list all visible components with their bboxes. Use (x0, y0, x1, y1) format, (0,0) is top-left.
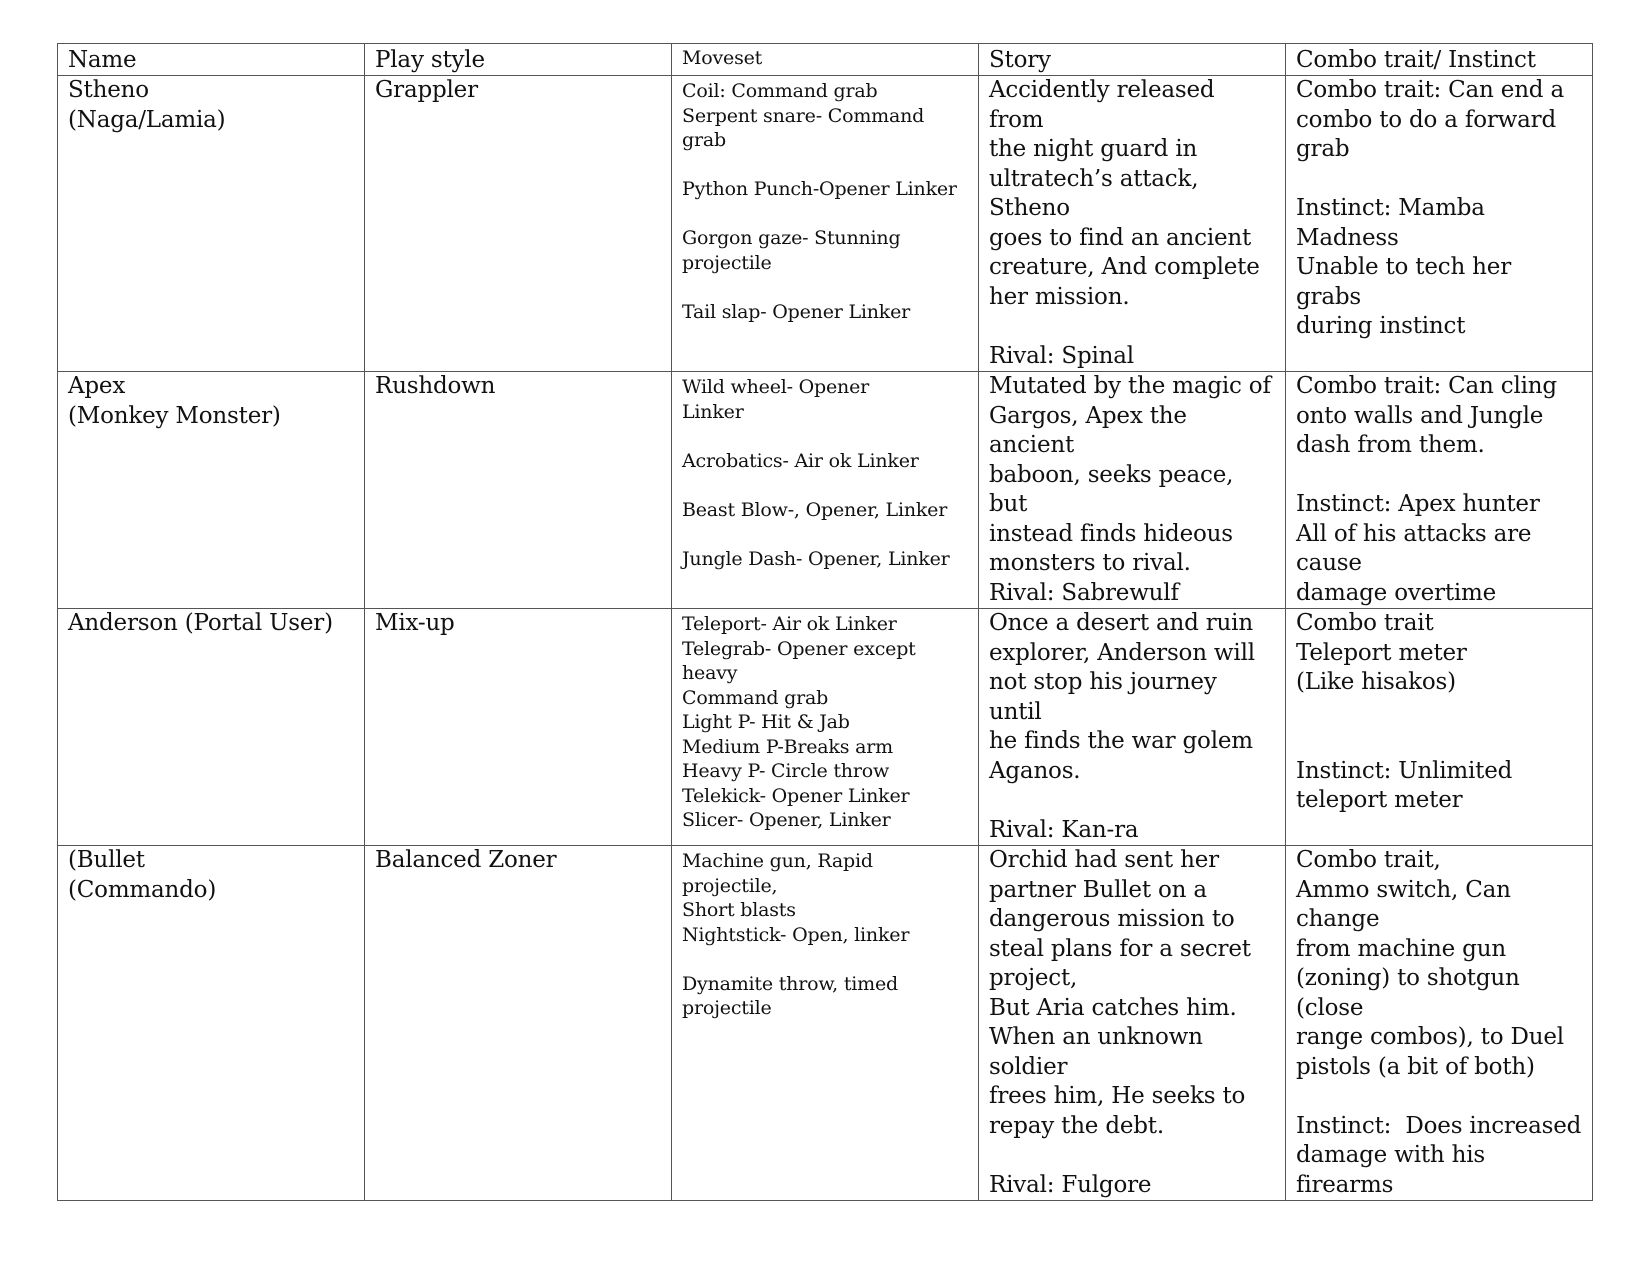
cell-line (989, 1141, 1275, 1171)
cell-line: Rival: Kan-ra (989, 816, 1139, 843)
cell-line: Aganos. (989, 757, 1081, 784)
cell-line: (zoning) to shotgun (close (1296, 965, 1527, 1021)
cell-line: But Aria catches him. (989, 994, 1237, 1021)
cell-line: project, (989, 965, 1078, 991)
cell-line: he finds the war golem (989, 728, 1253, 754)
cell-line: Orchid had sent her (989, 847, 1219, 873)
cell-line: grab (1296, 136, 1350, 162)
cell-line: Machine gun, Rapid projectile, (682, 850, 879, 897)
character-table (57, 43, 1593, 1201)
header-story: Story (979, 44, 1286, 76)
cell-line: frees him, He seeks to (989, 1083, 1246, 1109)
cell-line: Mutated by the magic of (989, 373, 1271, 399)
cell-moveset (672, 372, 979, 609)
cell-line (682, 424, 968, 449)
cell-line (1296, 1082, 1582, 1112)
cell-line: (Naga/Lamia) (68, 106, 226, 133)
cell-line: damage with his firearms (1296, 1142, 1493, 1198)
cell-story (979, 372, 1286, 609)
cell-line: Medium P-Breaks arm (682, 735, 893, 758)
cell-play-style: Balanced Zoner (365, 846, 672, 1201)
cell-line: Instinct: Does increased (1296, 1112, 1582, 1139)
cell-story (979, 76, 1286, 372)
cell-line (682, 473, 968, 498)
cell-line: Coil: Command grab (682, 80, 878, 102)
cell-line (682, 202, 968, 227)
cell-line: Anderson (Portal User) (68, 610, 333, 636)
cell-line: Accidently released from (989, 77, 1222, 133)
cell-line: Combo trait: Can cling (1296, 373, 1557, 399)
cell-line: Light P- Hit & Jab (682, 711, 850, 733)
header-moveset: Moveset (672, 44, 979, 76)
cell-line: Telegrab- Opener except heavy (682, 637, 922, 684)
cell-line: Instinct: Mamba Madness (1296, 195, 1492, 251)
cell-line: When an unknown soldier (989, 1024, 1210, 1080)
cell-play-style: Grappler (365, 76, 672, 372)
cell-line: monsters to rival. (989, 550, 1191, 576)
cell-line: instead finds hideous (989, 520, 1233, 547)
table-row (58, 76, 1593, 372)
cell-combo-instinct (1286, 846, 1593, 1201)
cell-line (682, 153, 968, 178)
cell-combo-instinct (1286, 609, 1593, 846)
cell-line: partner Bullet on a (989, 876, 1207, 903)
cell-line: Slicer- Opener, Linker (682, 809, 891, 831)
cell-line: Heavy P- Circle throw (682, 760, 890, 782)
cell-line: Tail slap- Opener Linker (682, 300, 911, 323)
cell-line: Teleport meter (1296, 639, 1467, 666)
cell-line: (Commando) (68, 876, 217, 903)
cell-line: Unable to tech her grabs (1296, 254, 1519, 310)
cell-line: Instinct: Unlimited (1296, 757, 1513, 784)
cell-line: Wild wheel- Opener (682, 376, 870, 398)
header-play-style: Play style (365, 44, 672, 76)
cell-line: explorer, Anderson will (989, 639, 1255, 666)
cell-line: Ammo switch, Can change (1296, 876, 1518, 932)
cell-line: Short blasts (682, 899, 796, 921)
cell-story (979, 846, 1286, 1201)
cell-line: Beast Blow-, Opener, Linker (682, 498, 948, 521)
cell-play-style: Mix-up (365, 609, 672, 846)
cell-line: baboon, seeks peace, but (989, 461, 1241, 517)
cell-name (58, 76, 365, 372)
table-row (58, 846, 1593, 1201)
cell-line: pistols (a bit of both) (1296, 1053, 1535, 1080)
cell-line (682, 522, 968, 547)
cell-line: creature, And complete (989, 254, 1260, 280)
cell-line: Apex (68, 373, 126, 399)
cell-moveset (672, 76, 979, 372)
cell-line (989, 312, 1275, 342)
cell-line: Instinct: Apex hunter (1296, 491, 1540, 517)
cell-line: (Monkey Monster) (68, 402, 281, 429)
cell-line (1296, 165, 1582, 195)
cell-line: projectile (682, 997, 772, 1019)
table-row (58, 609, 1593, 846)
header-combo-instinct: Combo trait/ Instinct (1286, 44, 1593, 76)
cell-line: the night guard in (989, 136, 1198, 162)
cell-line (1296, 727, 1582, 757)
cell-line: Rival: Spinal (989, 342, 1134, 369)
cell-moveset (672, 609, 979, 846)
cell-name (58, 372, 365, 609)
cell-line: Combo trait, (1296, 847, 1441, 873)
table-row (58, 372, 1593, 609)
cell-line: during instinct (1296, 313, 1466, 339)
cell-line: Once a desert and ruin (989, 610, 1253, 636)
cell-line: Teleport- Air ok Linker (682, 613, 897, 635)
cell-story (979, 609, 1286, 846)
cell-line: Stheno (68, 77, 149, 103)
cell-line: combo to do a forward (1296, 106, 1556, 133)
cell-name (58, 609, 365, 846)
cell-line: steal plans for a secret (989, 935, 1251, 962)
cell-name (58, 846, 365, 1201)
cell-line: not stop his journey until (989, 669, 1224, 725)
cell-line: ultratech’s attack, Stheno (989, 165, 1206, 221)
cell-line: Python Punch-Opener Linker (682, 178, 957, 200)
cell-line (989, 786, 1275, 816)
cell-line: Combo trait (1296, 610, 1434, 636)
cell-line: All of his attacks are cause (1296, 520, 1539, 576)
cell-line: Nightstick- Open, linker (682, 923, 910, 946)
header-name: Name (58, 44, 365, 76)
cell-line: damage overtime (1296, 579, 1497, 606)
cell-line: Acrobatics- Air ok Linker (682, 449, 919, 472)
cell-line (682, 275, 968, 300)
cell-line: Rival: Sabrewulf (989, 579, 1179, 606)
cell-line (682, 947, 968, 972)
cell-line: Dynamite throw, timed (682, 972, 898, 995)
cell-line: dash from them. (1296, 432, 1485, 458)
cell-combo-instinct (1286, 76, 1593, 372)
cell-line: dangerous mission to (989, 906, 1235, 932)
cell-line: Telekick- Opener Linker (682, 784, 910, 807)
cell-line: (Bullet (68, 847, 145, 873)
cell-line (1296, 461, 1582, 491)
cell-combo-instinct (1286, 372, 1593, 609)
cell-line: Gargos, Apex the ancient (989, 402, 1194, 458)
cell-line: repay the debt. (989, 1112, 1164, 1139)
cell-line: teleport meter (1296, 787, 1463, 813)
cell-line: goes to find an ancient (989, 224, 1252, 251)
cell-line: Jungle Dash- Opener, Linker (682, 547, 950, 570)
cell-line: Command grab (682, 686, 829, 709)
cell-line: onto walls and Jungle (1296, 402, 1544, 429)
cell-moveset (672, 846, 979, 1201)
cell-play-style: Rushdown (365, 372, 672, 609)
cell-line: Linker (682, 400, 744, 423)
cell-line: Rival: Fulgore (989, 1171, 1152, 1198)
header-row (58, 44, 1593, 76)
cell-line (1296, 698, 1582, 728)
cell-line: Combo trait: Can end a (1296, 77, 1564, 103)
cell-line: (Like hisakos) (1296, 669, 1456, 695)
cell-line: projectile (682, 251, 772, 274)
cell-line: from machine gun (1296, 935, 1506, 962)
cell-line: Gorgon gaze- Stunning (682, 227, 901, 249)
cell-line: her mission. (989, 283, 1130, 310)
cell-line: Serpent snare- Command grab (682, 104, 930, 151)
cell-line: range combos), to Duel (1296, 1024, 1564, 1050)
